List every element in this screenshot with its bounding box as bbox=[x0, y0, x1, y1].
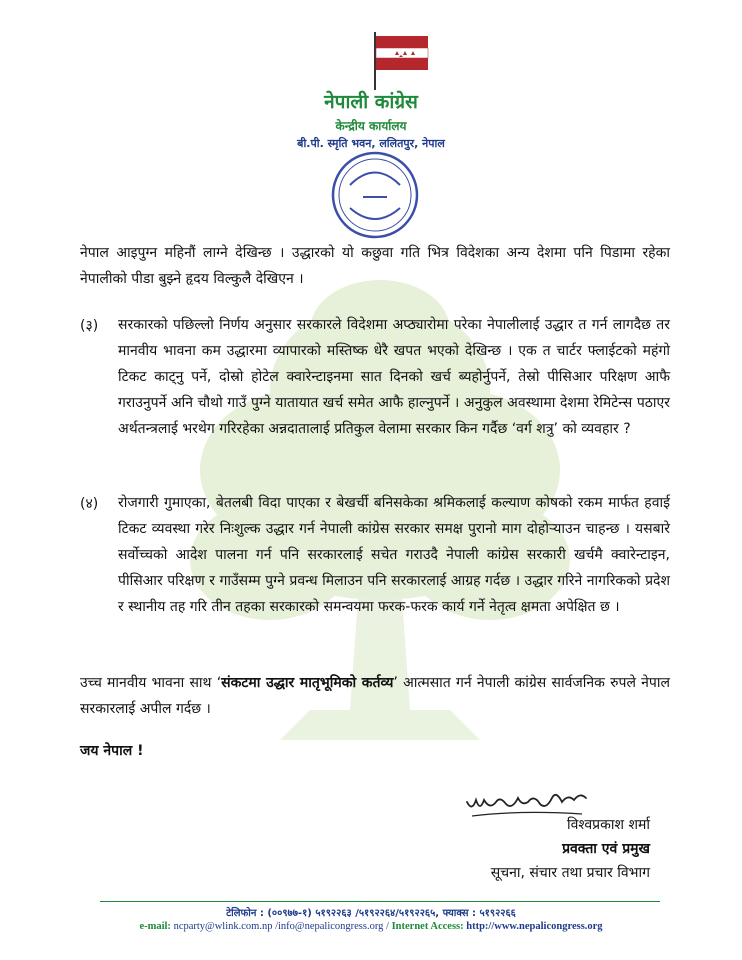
closing-line: जय नेपाल ! bbox=[80, 743, 144, 759]
party-flag-logo-icon bbox=[345, 30, 435, 90]
appeal-text-end: ’ आत्मसात गर्न नेपाली कांग्रेस सार्वजनिक रुपले नेपाल सरकारलाई अपील गर्दछ । bbox=[80, 675, 670, 717]
internet-label: Internet Access: bbox=[391, 921, 464, 932]
appeal-slogan: संकटमा उद्धार मातृभूमिको कर्तव्य bbox=[221, 675, 394, 691]
footer-phone: टेलिफोन : (००९७७-१) ५१९२२६३ /५१९२२६४/५१९२२६५, फ्याक्स : ५१९२२६६ bbox=[226, 908, 516, 919]
footer-divider bbox=[100, 901, 660, 902]
appeal-text-start: उच्च मानवीय भावना साथ ‘ bbox=[80, 675, 222, 691]
email-addresses[interactable]: ncparty@wlink.com.np /info@nepalicongress.org / bbox=[173, 921, 389, 932]
signatory-name: विश्वप्रकाश शर्मा bbox=[567, 817, 650, 833]
footer-contact bbox=[0, 921, 742, 932]
paragraph-3: सरकारको पछिल्लो निर्णय अनुसार सरकारले विदेशमा अप्ठ्यारोमा परेका नेपालीलाई उद्धार त गर्न लागदैछ तर मानवीय भावना कम उद्धारमा व्यापारको मस्तिष्क धेरै खपत भएको देखिन्छ । एक त चार्टर फ्लाईटको महंगो टिकट काट्नु पर्ने, दोस्रो होटेल क्वारेन्टाइनमा सात दिनको खर्च ब्यहोर्नुपर्ने, तेस्रो पीसिआर परिक्षण आफै गराउनुपर्ने अनि चौथो गाउँ पुग्ने यातायात खर्च समेत आफै हाल्नुपर्ने । अनुकुल अवस्थामा देशमा रेमिटेन्स पठाएर अर्थतन्त्रलाई भरथेग गरिरहेका अन्नदातालाई प्रतिकुल वेलामा सरकार किन गर्दैछ ‘वर्ग शत्रु’ को व्यवहार ? bbox=[118, 317, 670, 437]
email-label: e-mail: bbox=[139, 921, 171, 932]
signatory-department: सूचना, संचार तथा प्रचार विभाग bbox=[490, 865, 650, 881]
official-seal-stamp-icon bbox=[330, 150, 420, 240]
paragraph-number-3: (३) bbox=[80, 318, 99, 334]
office-name: केन्द्रीय कार्यालय bbox=[335, 119, 407, 133]
paragraph-4: रोजगारी गुमाएका, बेतलबी विदा पाएका र बेखर्ची बनिसकेका श्रमिकलाई कल्याण कोषको रकम मार्फत हवाई टिकट व्यवस्था गरेर निःशुल्क उद्धार गर्न नेपाली कांग्रेस सरकार समक्ष पुरानो माग दोहोऱ्याउन चाहन्छ । यसबारे सर्वोच्चको आदेश पालना गर्न पनि सरकारलाई सचेत गराउदै नेपाली कांग्रेस सरकारी खर्चमै क्वारेन्टाइन, पीसिआर परिक्षण र गाउँसम्म पुग्ने प्रवन्ध मिलाउन पनि सरकारलाई आग्रह गर्दछ । उद्धार गरिने नागरिकको प्रदेश र स्थानीय तह गरि तीन तहका सरकारको समन्वयमा फरक-फरक कार्य गर्ने नेतृत्व क्षमता अपेक्षित छ । bbox=[118, 495, 670, 615]
signatory-title: प्रवक्ता एवं प्रमुख bbox=[562, 841, 650, 857]
org-name: नेपाली कांग्रेस bbox=[324, 91, 418, 113]
intro-paragraph: नेपाल आइपुग्न महिनौं लाग्ने देखिन्छ । उद्धारको यो कछुवा गति भित्र विदेशका अन्य देशमा पनि पिडामा रहेका नेपालीको पीडा बुझ्ने हृदय विल्कुलै देखिएन । bbox=[80, 245, 670, 287]
handwritten-signature-icon bbox=[462, 780, 612, 820]
website-link[interactable]: http://www.nepalicongress.org bbox=[466, 921, 603, 932]
paragraph-number-4: (४) bbox=[80, 496, 99, 512]
appeal-paragraph bbox=[80, 670, 670, 722]
office-address: बी.पी. स्मृति भवन, ललितपुर, नेपाल bbox=[297, 137, 445, 150]
